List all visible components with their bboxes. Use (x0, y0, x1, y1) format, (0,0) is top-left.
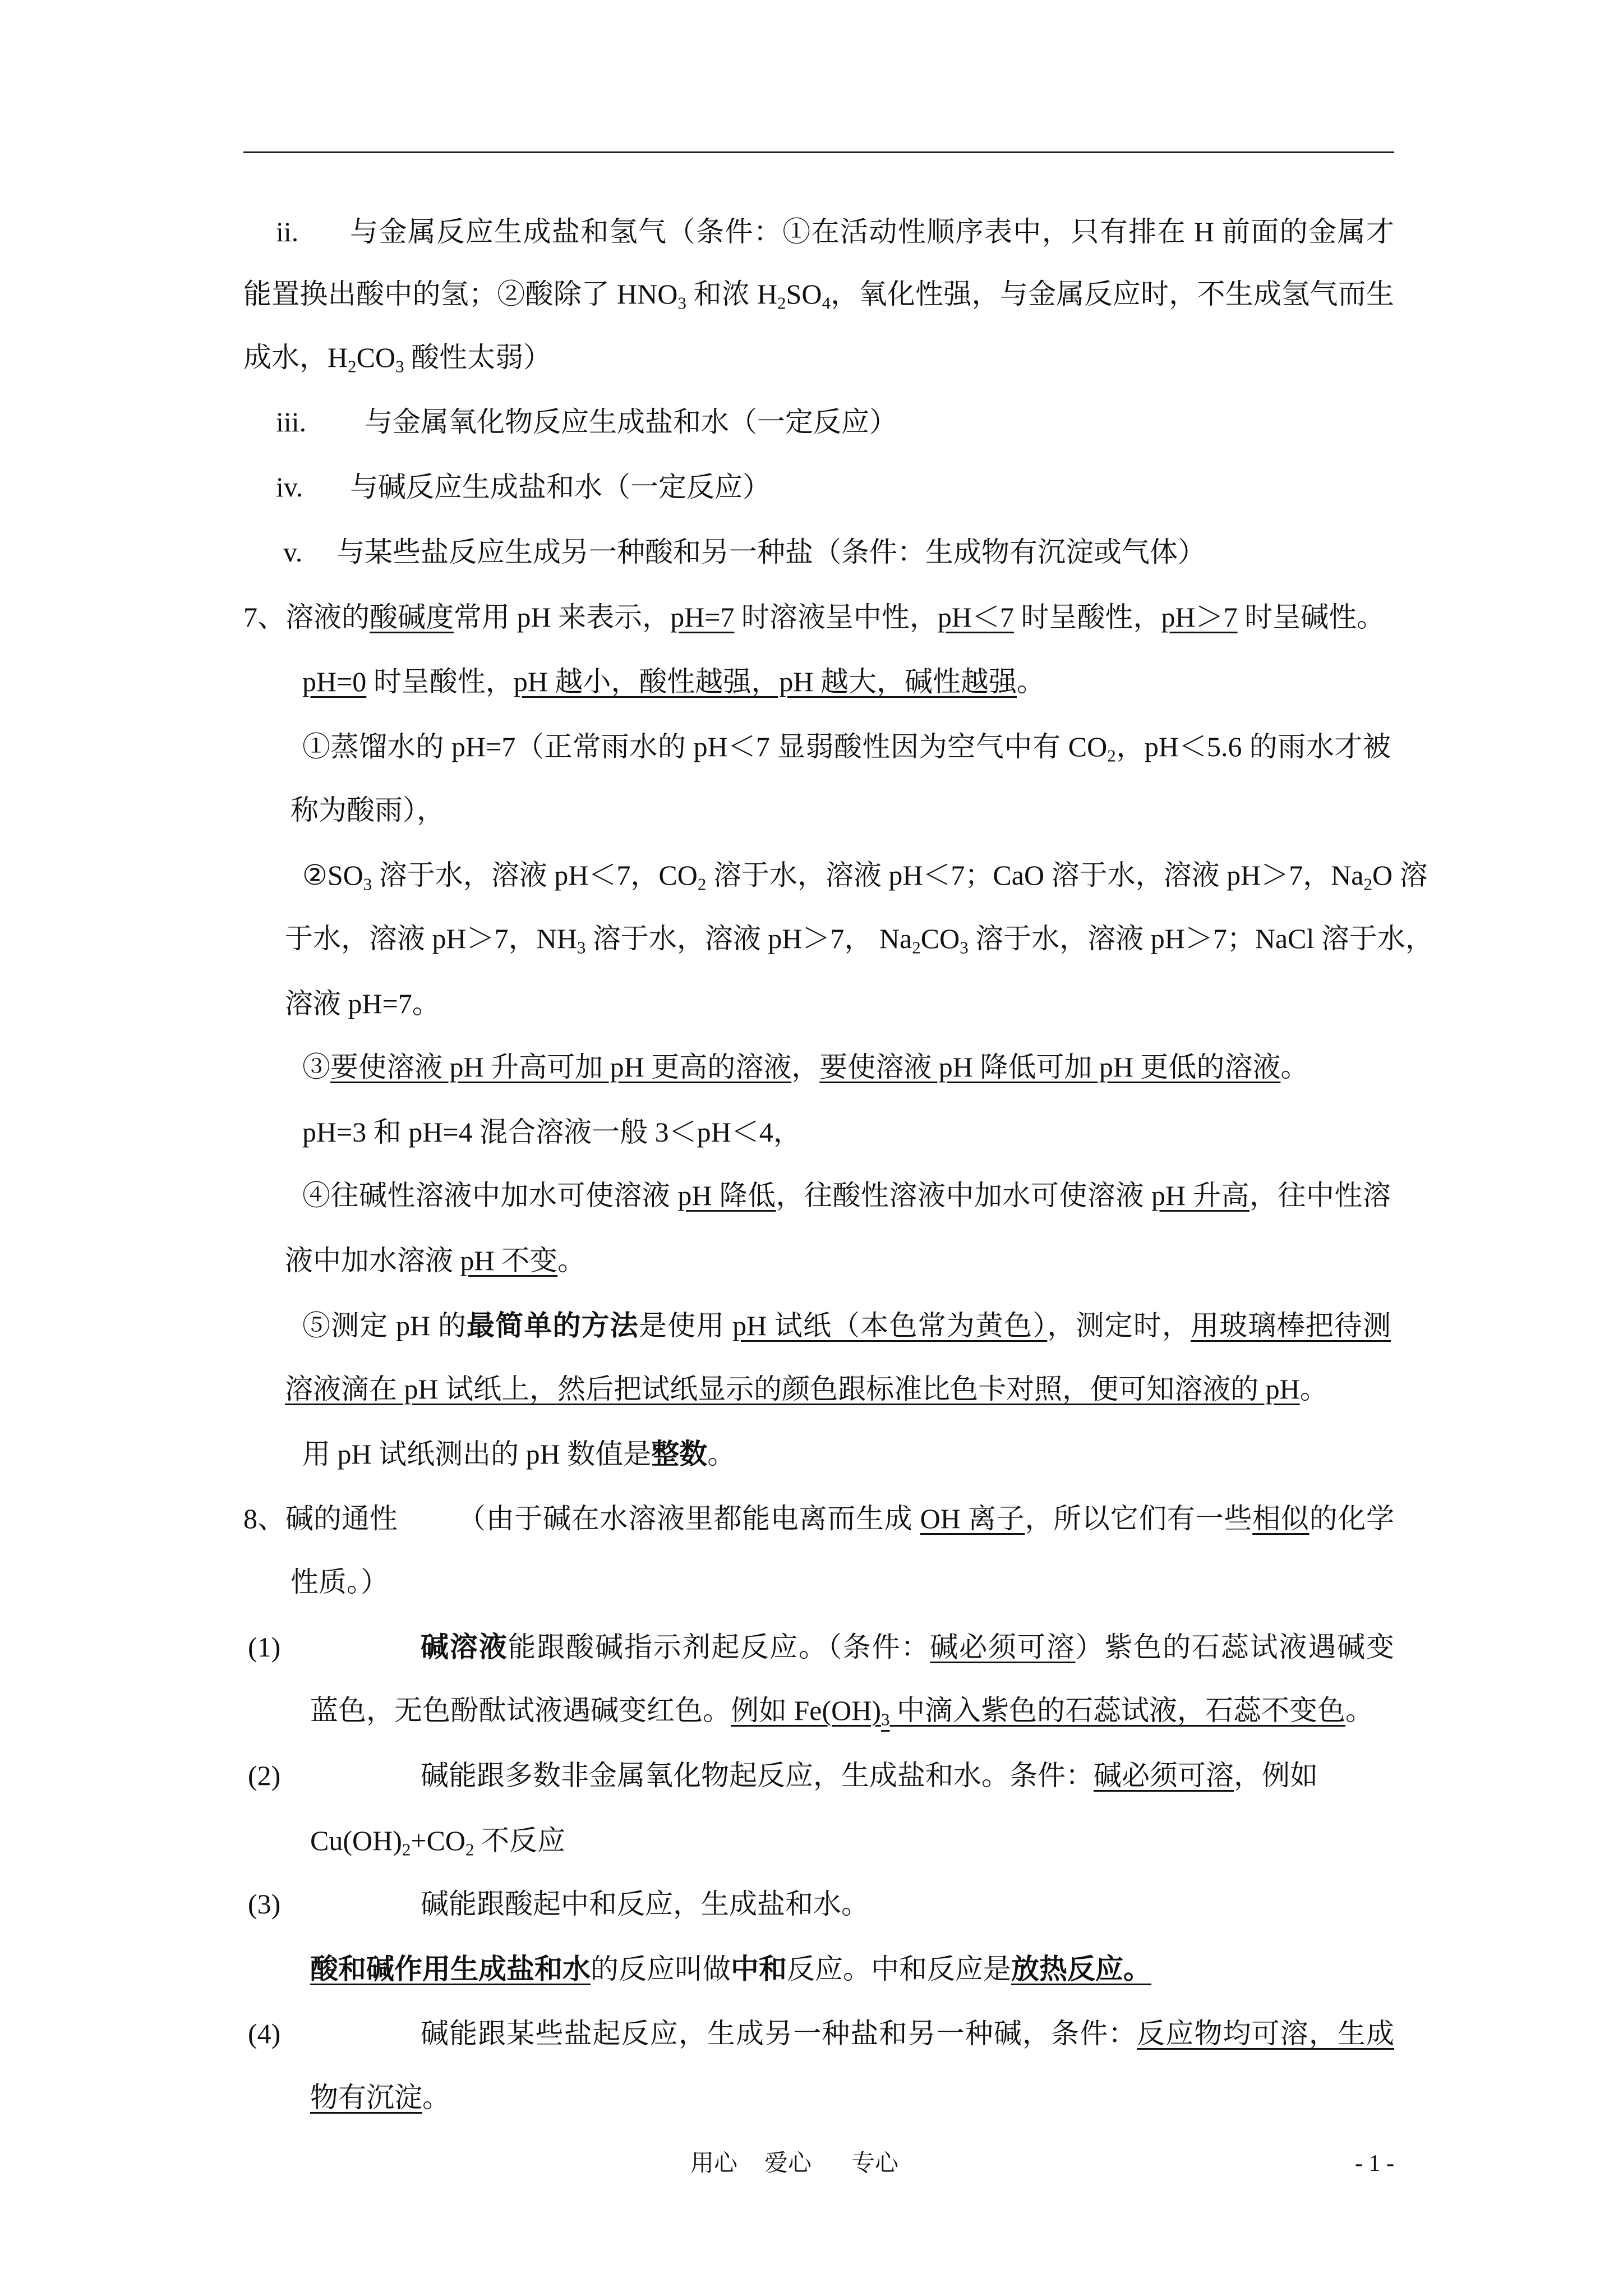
text-line (421, 2017, 1394, 2050)
section-heading-line (243, 1502, 398, 1535)
bold-text: 中和 (731, 1953, 787, 1985)
text-run: 蓝色，无色酚酞试液遇碱变红色。 (310, 1695, 731, 1726)
text-line (285, 987, 440, 1020)
text-run: ， (791, 1051, 820, 1083)
text-line (302, 858, 1428, 894)
text-run: ④往碱性溶液中加水可使溶液 (302, 1180, 678, 1211)
subscript: 2 (1363, 874, 1372, 894)
section-heading-line (243, 600, 1385, 634)
section-title: 碱的通性 (285, 1503, 398, 1534)
text-line (302, 665, 1045, 698)
underlined-text: pH＜7 (937, 601, 1015, 633)
text-run: 。 (422, 2082, 450, 2113)
text-run: 和浓 H (686, 278, 778, 310)
list-marker: (3) (248, 1888, 281, 1920)
list-marker: ii. (276, 216, 299, 247)
text-line (302, 1437, 735, 1471)
text-run: 与金属反应生成盐和氢气（条件：①在活动性顺序表中，只有排在 H 前面的金属才 (350, 216, 1394, 247)
text-line (421, 1759, 1318, 1792)
text-run: +CO (411, 1825, 466, 1856)
text-run: ①蒸馏水的 pH=7（正常雨水的 pH＜7 显弱酸性因为空气中有 CO (302, 731, 1108, 762)
underlined-text: pH＞7 (1161, 601, 1238, 633)
text-run: 溶于水，溶液 pH＜7；CaO 溶于水，溶液 pH＞7，Na (706, 859, 1364, 891)
text-run: 。 (1017, 666, 1045, 697)
subscript: 3 (960, 937, 969, 958)
text-line (421, 1630, 1394, 1664)
text-run: 。 (707, 1438, 736, 1470)
text-run: 与金属氧化物反应生成盐和水（一定反应） (365, 406, 897, 438)
text-line (310, 1952, 1151, 1986)
list-marker: (2) (248, 1760, 281, 1791)
underlined-text: OH 离子 (920, 1503, 1025, 1534)
text-run: ⑤测定 pH 的 (302, 1310, 467, 1341)
text-line (243, 277, 1394, 311)
underlined-text: 相似 (1252, 1503, 1310, 1534)
section-number: 7、 (243, 601, 285, 633)
text-run: ，氧化性强，与金属反应时，不生成氢气而生 (830, 278, 1395, 310)
subscript: 3 (577, 937, 586, 958)
subscript: 2 (348, 356, 357, 376)
text-run: 能置换出酸中的氢；②酸除了 HNO (243, 278, 678, 310)
text-run: 。 (557, 1245, 586, 1276)
section-number: 8、 (243, 1503, 285, 1534)
underlined-text: 要使溶液 pH 降低可加 pH 更低的溶液 (819, 1051, 1281, 1083)
text-run: 性质。） (291, 1566, 389, 1598)
text-run: 碱能跟多数非金属氧化物起反应，生成盐和水。条件： (421, 1760, 1094, 1791)
text-line (302, 1179, 1391, 1212)
underlined-text: 用玻璃棒把待测 (1191, 1310, 1391, 1341)
text-line (350, 470, 771, 504)
text-run: 成水，H (243, 342, 348, 373)
subscript: 3 (881, 1709, 890, 1729)
text-line (310, 1694, 1373, 1727)
footer-motto-word: 用心 (690, 2151, 738, 2177)
underlined-text: pH=0 (302, 666, 367, 697)
list-marker: (4) (248, 2018, 281, 2049)
text-run: 与某些盐反应生成另一种酸和另一种盐（条件：生成物有沉淀或气体） (336, 536, 1206, 568)
underlined-text: pH 不变 (460, 1245, 558, 1276)
text-line (421, 1887, 869, 1921)
text-run: ，所以它们有一些 (1025, 1503, 1253, 1534)
text-run: 时呈碱性。 (1237, 601, 1385, 633)
underlined-text: 要使溶液 pH 升高可加 pH 更高的溶液 (330, 1051, 792, 1083)
text-run: ，往中性溶 (1249, 1180, 1391, 1211)
text-run: 时溶液呈中性， (734, 601, 938, 633)
text-run: 液中加水溶液 (285, 1245, 460, 1276)
list-marker: v. (283, 536, 303, 568)
text-line (285, 1244, 585, 1277)
bold-text: 碱溶液 (421, 1631, 508, 1663)
text-run: pH=3 和 pH=4 混合溶液一般 3＜pH＜4， (302, 1116, 801, 1148)
text-run: CO (356, 342, 396, 373)
subscript: 3 (677, 293, 686, 313)
underlined-text: pH 试纸（本色常为黄色） (732, 1310, 1048, 1341)
underlined-text: pH 降低 (677, 1180, 776, 1211)
text-line (458, 1502, 1394, 1535)
subscript: 3 (363, 874, 372, 894)
bold-underlined-text: 放热反应。 (1011, 1953, 1151, 1985)
text-line (302, 1309, 1391, 1342)
subscript: 2 (465, 1839, 474, 1860)
text-run: 。 (1280, 1051, 1309, 1083)
subscript: 2 (402, 1839, 411, 1860)
text-run: 溶液的 (285, 601, 370, 633)
text-run: 碱能跟某些盐起反应，生成另一种盐和另一种碱，条件： (421, 2018, 1137, 2049)
text-run: 溶于水，溶液 pH＞7， Na (585, 923, 912, 954)
text-run: 与碱反应生成盐和水（一定反应） (350, 471, 771, 503)
text-run: 常用 pH 来表示， (454, 601, 671, 633)
text-run: ）紫色的石蕊试液遇碱变 (1075, 1631, 1395, 1663)
subscript: 3 (395, 356, 404, 376)
underlined-text: pH 升高 (1151, 1180, 1250, 1211)
underlined-text: 碱必须可溶 (930, 1631, 1076, 1663)
bold-text: 整数 (651, 1438, 708, 1470)
text-run: 溶液 pH=7。 (285, 988, 440, 1019)
text-run: 于水，溶液 pH＞7，NH (285, 923, 577, 954)
footer-motto-word: 爱心 (764, 2151, 812, 2177)
underlined-text: 物有沉淀 (310, 2082, 422, 2113)
text-run: ，例如 (1234, 1760, 1318, 1791)
text-line (310, 1824, 566, 1860)
list-marker: (1) (248, 1631, 281, 1663)
text-run: （由于碱在水溶液里都能电离而生成 (458, 1503, 920, 1534)
bold-text: 最简单的方法 (467, 1310, 639, 1341)
text-line (302, 1115, 801, 1149)
text-run: SO (786, 278, 822, 310)
text-run: 能跟酸碱指示剂起反应。（条件： (508, 1631, 930, 1663)
text-run: 不反应 (474, 1825, 566, 1856)
text-run: 碱能跟酸起中和反应，生成盐和水。 (421, 1888, 869, 1920)
underlined-text: pH=7 (670, 601, 735, 633)
text-line (285, 1372, 1328, 1406)
list-marker: iv. (276, 471, 303, 503)
text-run: 时呈酸性， (1014, 601, 1161, 633)
underlined-text: 酸碱度 (370, 601, 454, 633)
text-run: 时呈酸性， (366, 666, 514, 697)
text-run: 的化学 (1309, 1503, 1395, 1534)
text-run: 溶于水，溶液 pH＞7；NaCl 溶于水， (968, 923, 1433, 954)
underlined-text: 溶液滴在 pH 试纸上，然后把试纸显示的颜色跟标准比色卡对照，便可知溶液的 pH (285, 1373, 1300, 1405)
text-line (350, 215, 1394, 249)
text-run: 用 pH 试纸测出的 pH 数值是 (302, 1438, 652, 1470)
bold-underlined-text: 酸和碱作用生成盐和水 (310, 1953, 591, 1985)
text-line (302, 1050, 1308, 1084)
subscript: 2 (912, 937, 921, 958)
text-line (302, 730, 1391, 766)
header-rule (243, 151, 1394, 153)
text-run: 酸性太弱） (404, 342, 552, 373)
text-run: ，pH＜5.6 的雨水才被 (1115, 731, 1391, 762)
text-run: 。 (1299, 1373, 1328, 1405)
text-line (310, 2081, 450, 2114)
text-run: 是使用 (638, 1310, 733, 1341)
text-run: 的反应叫做 (591, 1953, 731, 1985)
text-run: CO (920, 923, 960, 954)
text-run: Cu(OH) (310, 1825, 402, 1856)
text-run: 溶于水，溶液 pH＜7，CO (372, 859, 698, 891)
subscript: 2 (697, 874, 707, 894)
subscript: 2 (1107, 746, 1116, 766)
text-run: ②SO (302, 859, 363, 891)
text-run: 反应。中和反应是 (787, 1953, 1011, 1985)
page-number: - 1 - (1355, 2151, 1394, 2177)
text-run: O 溶 (1372, 859, 1428, 891)
text-line (285, 922, 1433, 958)
text-line (243, 341, 551, 374)
text-line (291, 793, 445, 827)
text-run: ，测定时， (1047, 1310, 1191, 1341)
underlined-text: 例如 Fe(OH) (731, 1695, 882, 1726)
text-run: 。 (1345, 1695, 1374, 1726)
underlined-text: pH 越小，酸性越强，pH 越大，碱性越强 (513, 666, 1017, 697)
text-line (291, 1565, 389, 1599)
underlined-text: 反应物均可溶，生成 (1137, 2018, 1395, 2049)
text-run: 称为酸雨）， (291, 794, 445, 826)
subscript: 2 (777, 293, 786, 313)
underlined-text: 碱必须可溶 (1094, 1760, 1234, 1791)
text-run: ③ (302, 1051, 330, 1083)
subscript: 4 (822, 293, 831, 313)
footer-motto-word: 专心 (851, 2151, 899, 2177)
underlined-text: 中滴入紫色的石蕊试液，石蕊不变色 (889, 1695, 1346, 1726)
text-line (336, 535, 1206, 569)
text-line (365, 405, 897, 439)
list-marker: iii. (276, 406, 307, 438)
text-run: ，往酸性溶液中加水可使溶液 (776, 1180, 1151, 1211)
